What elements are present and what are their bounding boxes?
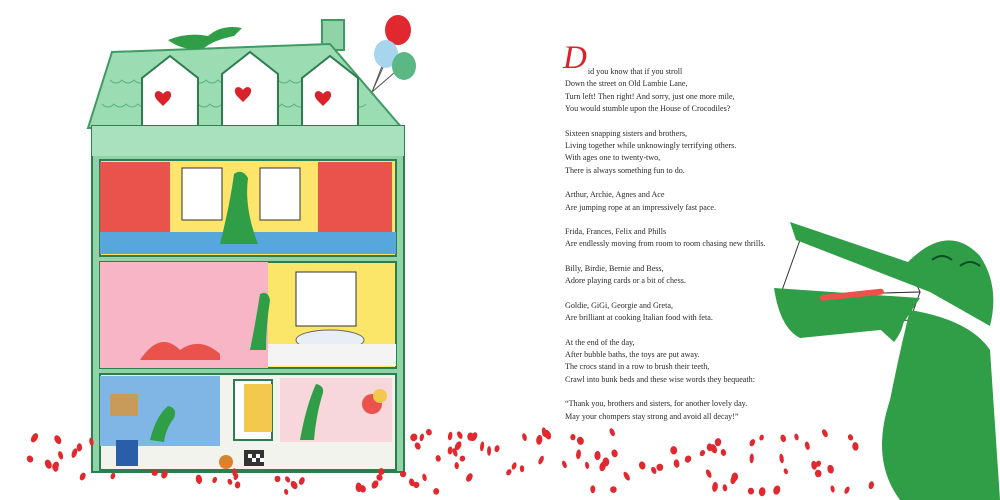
poem-line: Turn left! Then right! And sorry, just one more mile, <box>565 91 735 101</box>
red-dot <box>576 449 582 459</box>
poem-line: With ages one to twenty-two, <box>565 153 661 163</box>
red-dot <box>598 461 606 472</box>
red-dot <box>650 466 657 475</box>
tiled-floor <box>268 344 396 366</box>
red-dot <box>730 476 737 485</box>
red-dot <box>656 463 664 471</box>
red-dot <box>622 471 631 482</box>
red-dot <box>748 438 756 447</box>
red-dot <box>731 472 739 482</box>
poem-line: The crocs stand in a row to brush their teeth, <box>565 362 710 372</box>
red-dot <box>714 438 721 447</box>
red-dot <box>720 449 726 457</box>
red-dot <box>712 482 719 493</box>
poem-text <box>563 40 815 435</box>
poem-line: After bubble baths, the toys are put away. <box>565 349 700 359</box>
poem-line: Adore playing cards or a bit of chess. <box>565 276 686 286</box>
red-dot <box>602 457 609 466</box>
stanza-8 <box>565 398 815 423</box>
red-dot <box>638 461 646 470</box>
poem-line: id you know that if you stroll <box>587 67 683 76</box>
poem-line: Crawl into bunk beds and these wise words they bequeath: <box>565 374 755 384</box>
poem-line: There is always something fun to do. <box>565 165 685 175</box>
red-dot <box>709 443 718 454</box>
poem-line: Are brilliant at cooking Italian food with feta. <box>565 313 713 323</box>
red-dot <box>543 429 553 441</box>
poem-line: Frida, Frances, Felix and Phills <box>565 227 667 237</box>
stanza-2 <box>565 128 815 178</box>
poem-line: Billy, Birdie, Bernie and Bess, <box>565 263 664 273</box>
red-dot <box>705 469 713 479</box>
red-dot <box>541 427 547 437</box>
red-dot <box>590 485 595 493</box>
red-dot <box>699 449 706 457</box>
poem-line: Sixteen snapping sisters and brothers, <box>565 128 688 138</box>
red-dot <box>707 443 713 451</box>
red-dot <box>576 436 585 446</box>
red-dot <box>684 454 693 463</box>
red-dot <box>673 459 680 468</box>
poem-line: Living together while unknowingly terrifying others. <box>565 141 737 151</box>
stanza-7 <box>565 337 815 387</box>
poem-line: May your chompers stay strong and avoid all decay!” <box>565 411 739 421</box>
poem-line: At the end of the day, <box>565 337 635 347</box>
dormer-windows <box>142 52 358 128</box>
red-dot <box>585 461 590 469</box>
poem-line: Arthur, Archie, Agnes and Ace <box>565 190 665 200</box>
red-dot <box>611 449 619 458</box>
red-dot <box>670 446 678 455</box>
red-dot <box>603 458 607 464</box>
poem-line: Down the street on Old Lambie Lane, <box>565 79 688 89</box>
croc-body <box>882 310 1000 500</box>
poem-line: Are jumping rope at an impressively fast pace. <box>565 202 717 212</box>
drop-cap: D <box>563 40 587 76</box>
stanza-1 <box>563 40 815 116</box>
poem-line: Goldie, GiGi, Georgie and Greta, <box>565 300 673 310</box>
stanza-3 <box>565 189 815 214</box>
stanza-5 <box>565 263 815 288</box>
red-dot <box>749 453 754 463</box>
red-dot <box>594 451 600 460</box>
stove <box>116 440 138 466</box>
attic-band <box>92 126 404 156</box>
stanza-6 <box>565 300 815 325</box>
rooftop-croc <box>168 27 242 49</box>
poem-line: “Thank you, brothers and sisters, for another lovely day. <box>565 399 748 409</box>
red-dot <box>722 484 727 492</box>
red-dot <box>561 460 568 469</box>
basketball <box>219 455 233 469</box>
red-dot <box>609 485 618 494</box>
balloons <box>372 15 416 92</box>
poem-line: Are endlessly moving from room to room chasing new thrills. <box>565 239 766 249</box>
stanza-4 <box>565 226 815 251</box>
red-dot <box>747 487 754 495</box>
poem-line: You would stumble upon the House of Crocodiles? <box>565 104 731 114</box>
